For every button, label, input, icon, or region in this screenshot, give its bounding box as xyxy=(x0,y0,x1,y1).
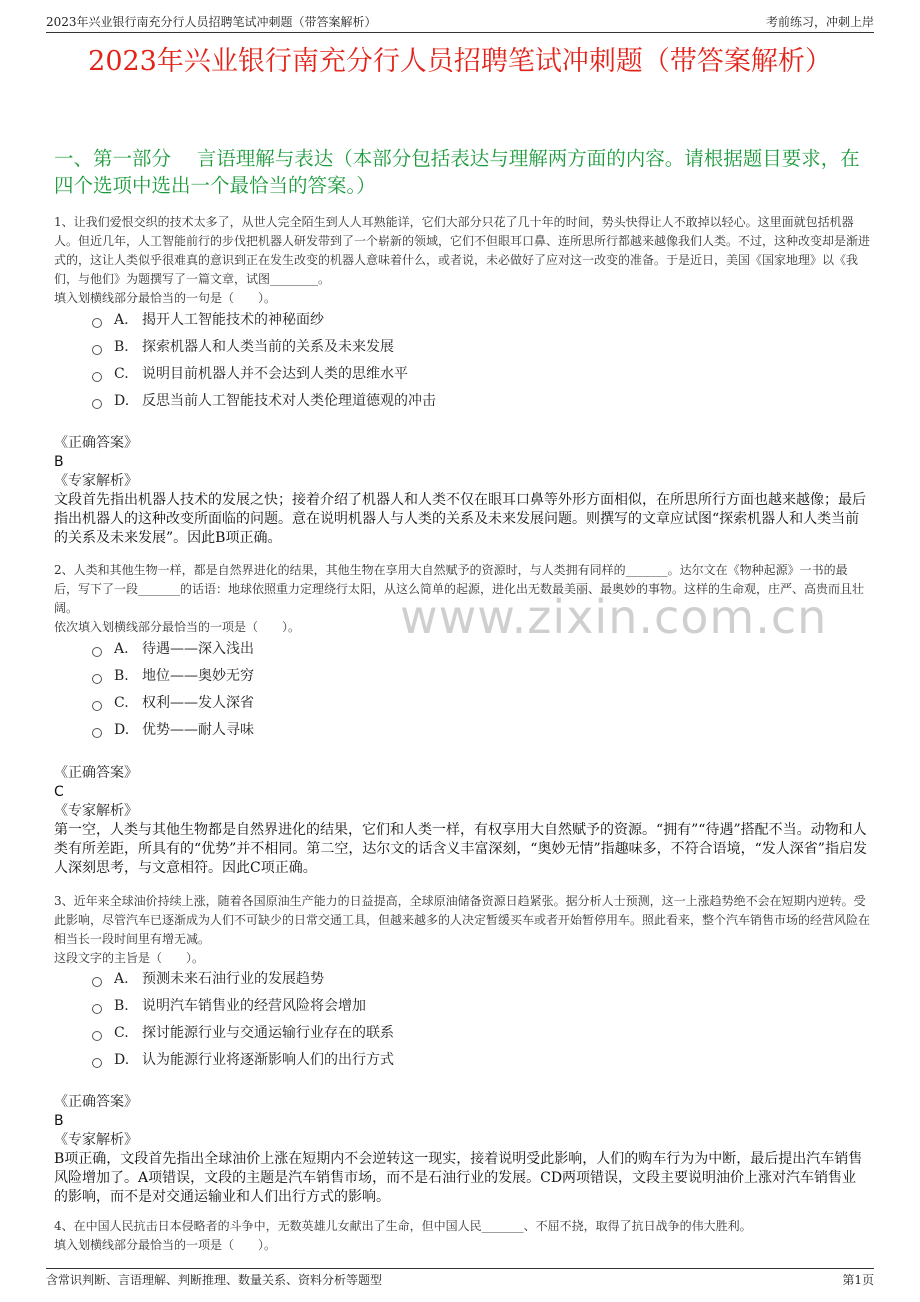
radio-icon[interactable] xyxy=(92,674,102,684)
analysis-label: 《专家解析》 xyxy=(54,1132,138,1148)
answer-label: 《正确答案》 xyxy=(54,435,138,451)
answer-value: C xyxy=(54,784,64,800)
radio-icon[interactable] xyxy=(92,372,102,382)
radio-icon[interactable] xyxy=(92,647,102,657)
analysis-label: 《专家解析》 xyxy=(54,803,138,819)
answer-value: B xyxy=(54,454,64,470)
question-4 xyxy=(54,1217,870,1255)
page-number: 第1页 xyxy=(842,1273,874,1287)
radio-icon[interactable] xyxy=(92,345,102,355)
analysis-text: B项正确，文段首先指出全球油价上涨在短期内不会逆转这一现实，接着说明受此影响，人们的购车行为为中断，最后提出汽车销售风险增加了。A项错误，文段的主题是汽车销售市场，而不是石油行业的发展。CD两项错误，文段主要说明油价上涨对汽车销售业的影响，而不是对交通运输业和人们出行方式的影响。 xyxy=(54,1151,863,1205)
section-heading: 一、第一部分 言语理解与表达（本部分包括表达与理解两方面的内容。请根据题目要求，在四个选项中选出一个最恰当的答案。） xyxy=(54,147,860,197)
analysis-text: 第一空，人类与其他生物都是自然界进化的结果，它们和人类一样，有权享用大自然赋予的资源。“拥有”“待遇”搭配不当。动物和人类有所差距，所具有的“优势”并不相同。第二空，达尔文的话含义丰富深刻，“奥妙无情”指趣味多，不符合语境，“发人深省”指启发人深刻思考，与文意相符。因此C项正确。 xyxy=(54,822,867,876)
answer-value: B xyxy=(54,1113,64,1129)
question-text: 3、近年来全球油价持续上涨，随着各国原油生产能力的日益提高，全球原油储备资源日趋紧张。据分析人士预测，这一上涨趋势绝不会在短期内逆转。受此影响，尽管汽车已逐渐成为人们不可缺少的日常交通工具，但越来越多的人决定暂缓买车或者开始暂停用车。照此看来，整个汽车销售市场的经营风险在相当长一段时间里有增无减。 xyxy=(54,894,871,946)
footer-question-types: 含常识判断、言语理解、判断推理、数量关系、资料分析等题型 xyxy=(46,1273,383,1287)
answer-label: 《正确答案》 xyxy=(54,765,138,781)
header-doc-title: 2023年兴业银行南充分行人员招聘笔试冲刺题（带答案解析） xyxy=(46,15,377,29)
question-text: 1、让我们爱恨交织的技术太多了，从世人完全陌生到人人耳熟能详，它们大部分只花了几十年的时间，势头快得让人不敢掉以轻心。这里面就包括机器人。但近几年，人工智能前行的步伐把机器人研发带到了一个崭新的领域，它们不但眼耳口鼻、连所思所行都越来越像我们人类。不过，这种改变却是渐进式的，这让人类似乎很难真的意识到正在发生改变的机器人意味着什么，或者说，未必做好了应对这一改变的准备。于是近日，美国《国家地理》以《我们，与他们》为题撰写了一篇文章，试图________。 xyxy=(54,215,871,286)
question-text: 4、在中国人民抗击日本侵略者的斗争中，无数英雄儿女献出了生命，但中国人民_______、不屈不挠，取得了抗日战争的伟大胜利。 xyxy=(54,1219,752,1233)
question-prompt: 填入划横线部分最恰当的一项是（ ）。 xyxy=(54,1238,277,1252)
radio-icon[interactable] xyxy=(92,399,102,409)
radio-icon[interactable] xyxy=(92,318,102,328)
page-header xyxy=(46,12,874,33)
page-footer xyxy=(46,1268,874,1291)
question-2-solution xyxy=(54,764,870,878)
watermark: www.zixin.com.cn xyxy=(400,590,828,644)
radio-icon[interactable] xyxy=(92,977,102,987)
question-1 xyxy=(54,213,870,308)
radio-icon[interactable] xyxy=(92,1031,102,1041)
document-title: 2023年兴业银行南充分行人员招聘笔试冲刺题（带答案解析） xyxy=(88,46,832,77)
analysis-text: 文段首先指出机器人技术的发展之快；接着介绍了机器人和人类不仅在眼耳口鼻等外形方面相似，在所思所行方面也越来越像；最后指出机器人的这种改变所面临的问题。意在说明机器人与人类的关系及未来发展问题。则撰写的文章应试图“探索机器人和人类当前的关系及未来发展”。因此B项正确。 xyxy=(54,492,866,546)
question-3 xyxy=(54,892,870,968)
question-prompt: 依次填入划横线部分最恰当的一项是（ ）。 xyxy=(54,620,301,634)
radio-icon[interactable] xyxy=(92,1058,102,1068)
question-1-solution xyxy=(54,434,870,548)
analysis-label: 《专家解析》 xyxy=(54,473,138,489)
question-2 xyxy=(54,561,870,637)
question-3-solution xyxy=(54,1093,870,1207)
radio-icon[interactable] xyxy=(92,728,102,738)
question-prompt: 填入划横线部分最恰当的一句是（ ）。 xyxy=(54,291,277,305)
question-prompt: 这段文字的主旨是（ ）。 xyxy=(54,951,205,965)
question-text: 2、人类和其他生物一样，都是自然界进化的结果，其他生物在享用大自然赋予的资源时，与人类拥有同样的_______。达尔文在《物种起源》一书的最后，写下了一段_______的话语：地球依照重力定理绕行太阳，从这么简单的起源，进化出无数最美丽、最奥妙的事物。这样的生命观，庄严、高贵而且壮阔。 xyxy=(54,563,865,615)
radio-icon[interactable] xyxy=(92,701,102,711)
radio-icon[interactable] xyxy=(92,1004,102,1014)
answer-label: 《正确答案》 xyxy=(54,1094,138,1110)
header-slogan: 考前练习，冲刺上岸 xyxy=(765,15,874,29)
